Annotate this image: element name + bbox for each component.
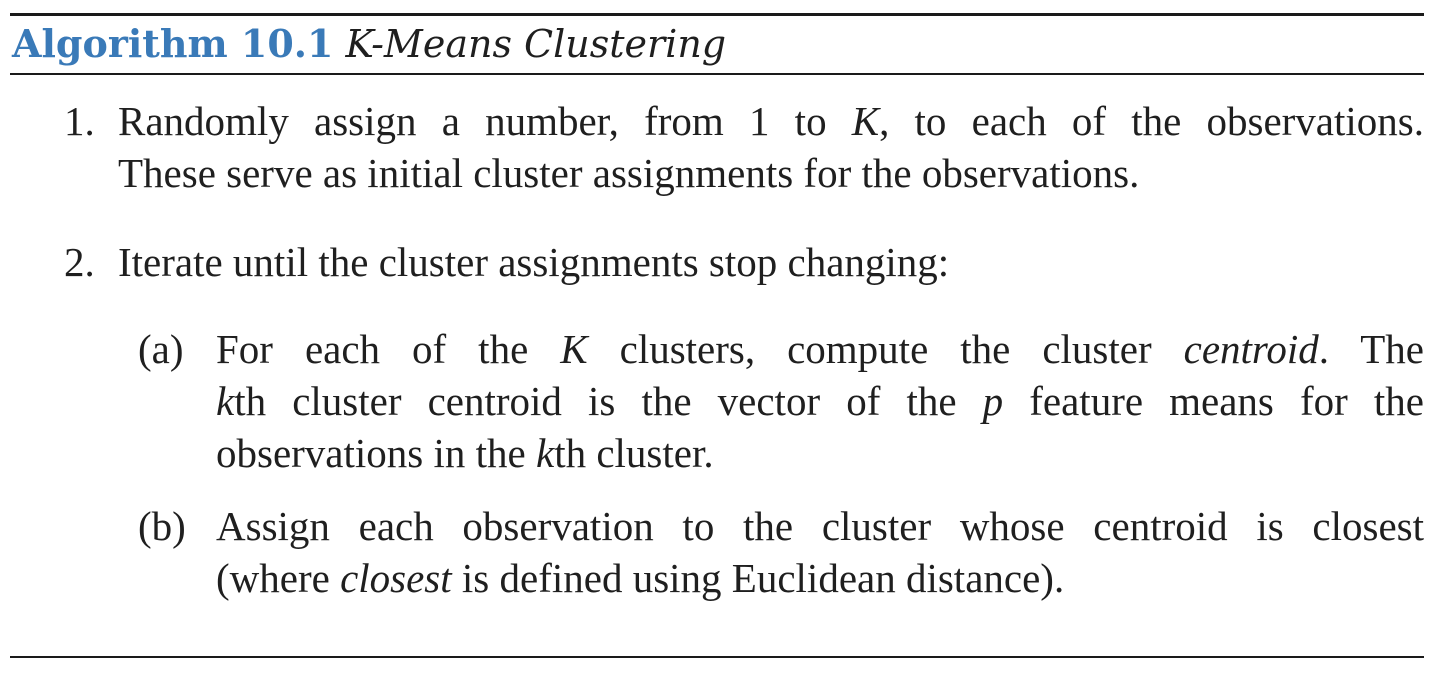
emphasis: centroid <box>1183 326 1319 372</box>
step-number: 1. <box>64 98 95 144</box>
substep-b-line-1 <box>216 500 1424 552</box>
text-run: . The <box>1318 326 1424 372</box>
step-1-line-2 <box>118 147 1139 199</box>
bottom-rule <box>10 656 1424 658</box>
text-run: For each of the <box>216 326 561 372</box>
caption-rule <box>10 73 1424 75</box>
step-2-line-1 <box>118 236 949 288</box>
emphasis: closest <box>340 555 452 601</box>
text-run: th cluster centroid is the vector of the <box>234 378 983 424</box>
text-run: observations in the <box>216 430 536 476</box>
substep-a-line-1 <box>216 323 1424 375</box>
substep-a-line-3 <box>216 427 714 479</box>
math-var: k <box>535 430 555 476</box>
math-var: K <box>560 326 588 372</box>
text-run: feature means for the <box>1003 378 1424 424</box>
math-var: k <box>216 378 235 424</box>
substep-b-line-2 <box>216 552 1064 604</box>
text-run: th cluster. <box>554 430 714 476</box>
step-number: 2. <box>64 239 95 285</box>
text-run: is defined using Euclidean distance). <box>451 555 1065 601</box>
text-run: Iterate until the cluster assignments stop changing: <box>118 239 950 285</box>
algorithm-caption <box>12 18 726 70</box>
step-1-line-1 <box>118 95 1424 147</box>
text-run: Randomly assign a number, from 1 to <box>118 98 852 144</box>
substep-label: (a) <box>138 326 184 372</box>
math-var: K <box>851 98 880 144</box>
algorithm-label: Algorithm 10.1 <box>12 21 334 66</box>
text-run: clusters, compute the cluster <box>587 326 1184 372</box>
substep-a <box>138 323 1424 479</box>
text-run: Assign each observation to the cluster whose centroid is closest <box>216 503 1424 549</box>
text-run: These serve as initial cluster assignments for the observations. <box>118 150 1140 196</box>
substep-a-line-2 <box>216 375 1424 427</box>
top-rule <box>10 13 1424 16</box>
step-2 <box>64 236 1424 288</box>
math-var: p <box>982 378 1004 424</box>
substep-b <box>138 500 1424 604</box>
text-run: (where <box>216 555 341 601</box>
text-run: , to each of the observations. <box>879 98 1424 144</box>
algorithm-title: K-Means Clustering <box>345 22 727 66</box>
step-1 <box>64 95 1424 205</box>
substep-label: (b) <box>138 503 186 549</box>
